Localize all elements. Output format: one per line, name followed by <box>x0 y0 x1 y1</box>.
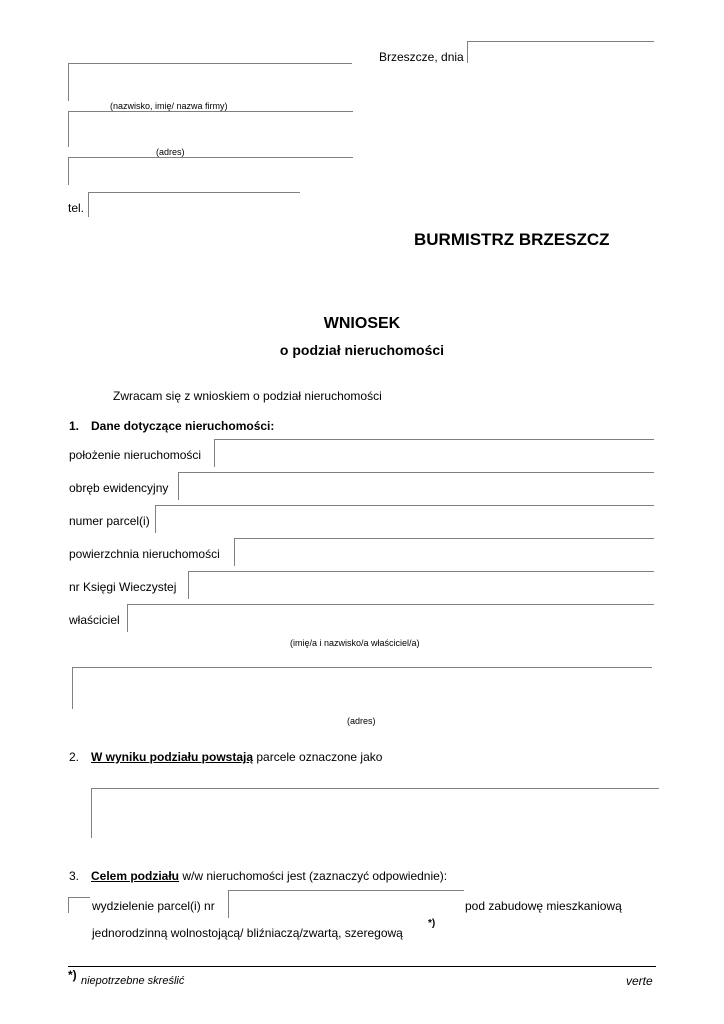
applicant-name-caption: (nazwisko, imię/ nazwa firmy) <box>110 101 228 111</box>
phone-label: tel. <box>68 201 85 215</box>
document-subtitle: o podział nieruchomości <box>279 342 445 358</box>
owner-address-caption: (adres) <box>347 716 376 726</box>
section3-number: 3. <box>69 869 80 883</box>
precinct-field[interactable] <box>178 472 654 500</box>
document-title: WNIOSEK <box>323 315 401 332</box>
footer-footnote-mark: *) <box>68 968 77 982</box>
applicant-address-caption: (adres) <box>156 147 185 157</box>
phone-field[interactable] <box>88 192 300 217</box>
section2-text <box>91 750 382 764</box>
option1-footnote-mark: *) <box>428 918 436 929</box>
recipient-heading: BURMISTRZ BRZESZCZ <box>414 230 610 249</box>
area-label: powierzchnia nieruchomości <box>69 547 220 561</box>
section1-number: 1. <box>69 419 80 433</box>
section2-rest: parcele oznaczone jako <box>253 750 383 764</box>
intro-text: Zwracam się z wnioskiem o podział nieruchomości <box>113 389 382 403</box>
section2-emphasis: W wyniku podziału powstają <box>91 750 254 764</box>
owner-field[interactable] <box>127 604 654 632</box>
option1-suffix: pod zabudowę mieszkaniową <box>465 899 622 913</box>
section3-text <box>91 869 447 883</box>
footer-divider <box>68 966 656 967</box>
section3-emphasis: Celem podziału <box>91 869 180 883</box>
verte-label: verte <box>626 974 653 988</box>
parcel-number-label: numer parcel(i) <box>69 514 150 528</box>
date-field[interactable] <box>467 41 654 63</box>
section1-heading: Dane dotyczące nieruchomości: <box>91 419 275 433</box>
location-field[interactable] <box>214 439 654 467</box>
option1-parcel-field[interactable] <box>228 890 464 918</box>
land-register-field[interactable] <box>188 571 654 599</box>
owner-caption: (imię/a i nazwisko/a właściciel/a) <box>290 638 420 648</box>
parcel-number-field[interactable] <box>155 505 654 533</box>
owner-label: właściciel <box>69 613 120 627</box>
option1-prefix: wydzielenie parcel(i) nr <box>92 899 215 913</box>
option1-line2: jednorodzinną wolnostojącą/ bliźniaczą/zwartą, szeregową <box>92 926 403 940</box>
area-field[interactable] <box>234 538 654 566</box>
owner-address-field[interactable] <box>72 667 652 709</box>
purpose-checkbox-1[interactable] <box>68 897 90 913</box>
applicant-address-field-2[interactable] <box>68 157 353 185</box>
place-date-label: Brzeszcze, dnia <box>379 50 464 64</box>
location-label: położenie nieruchomości <box>69 448 202 462</box>
precinct-label: obręb ewidencyjny <box>69 481 169 495</box>
applicant-name-field[interactable] <box>68 63 352 101</box>
land-register-label: nr Księgi Wieczystej <box>69 580 177 594</box>
section2-number: 2. <box>69 750 80 764</box>
applicant-address-field-1[interactable] <box>68 111 353 147</box>
footer-footnote-text: niepotrzebne skreślić <box>81 975 185 987</box>
section3-rest: w/w nieruchomości jest (zaznaczyć odpowiednie): <box>179 869 448 883</box>
new-parcels-field[interactable] <box>91 788 659 838</box>
